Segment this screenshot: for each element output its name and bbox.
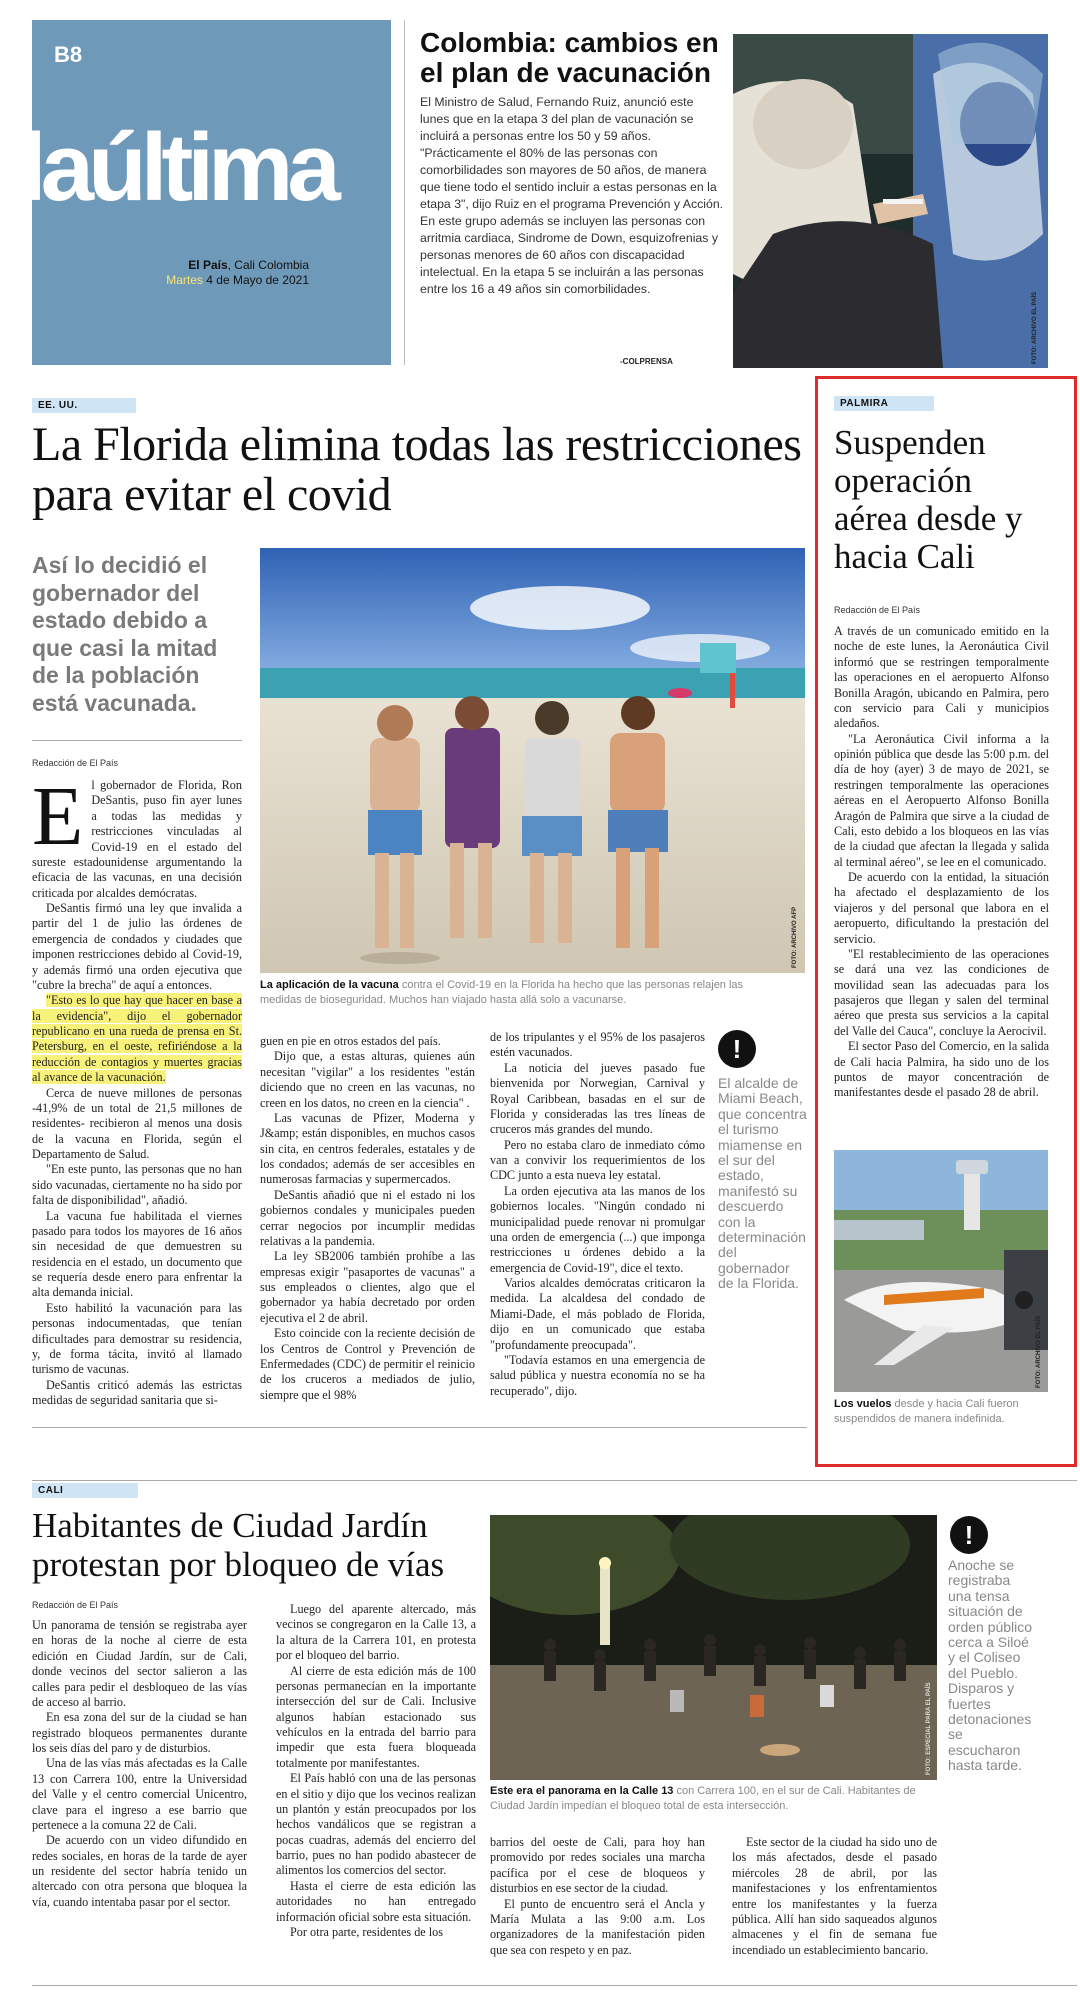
page-bottom-divider <box>32 1985 1077 1986</box>
florida-paragraph: Esto habilitó la vacunación para las personas indocumentadas, que tenían dificultades para demostrar su residencia, y, de forma tácita, invitó al llamado turismo de vacunas. <box>32 1300 242 1377</box>
paper-name-bold: El País <box>188 258 228 272</box>
florida-paragraph: Pero no estaba claro de inmediato cómo van a convivir los requerimientos de los CDC junto a esta nueva ley estatal. <box>490 1137 705 1183</box>
protest-photo-caption <box>490 1784 935 1814</box>
beach-photo-caption <box>260 978 780 1008</box>
palmira-paragraph: "La Aeronáutica Civil informa a la opinión pública que desde las 5:00 p.m. del día de hoy (ayer) 3 de mayo de 2021, se restringen temporalmente las operaciones aéreas en el Aeropuerto Alfonso Bonilla Aragón de Palmira que sirve a la ciudad de Cali, esto debido a los bloqueos en las vías de la ciudad que afectan la llegada y salida al terminal aéreo", se lee en el comunicado. <box>834 731 1049 869</box>
cali-column-2 <box>276 1602 476 1940</box>
cali-column-1 <box>32 1618 247 1910</box>
cali-column-3 <box>490 1835 705 1958</box>
airport-caption-lead: Los vuelos <box>834 1398 892 1410</box>
florida-paragraph: Varios alcaldes demócratas criticaron la medida. La alcaldesa del condado de Miami-Dade, el más poblado de Florida, dijo en un comunicado que estaba "profundamente preocupada". <box>490 1276 705 1352</box>
palmira-kicker: PALMIRA <box>834 396 934 411</box>
florida-paragraph-text: l gobernador de Florida, Ron DeSantis, puso fin ayer lunes a todas las medidas y restricciones vinculadas al Covid-19 en el estado del sureste estadounidense argumentando la eficacia de las vacunas, en una decisión criticada por alcaldes demócratas. <box>32 778 242 900</box>
florida-paragraph: Las vacunas de Pfizer, Moderna y J&amp; están disponibles, en muchos casos sin cita, en centros federales, estatales y de los condados; además de ser accesibles en numerosas farmacias y supermercados. <box>260 1110 475 1187</box>
cali-byline: Redacción de El País <box>32 1600 119 1610</box>
subtitle-divider <box>32 740 242 741</box>
airport-photo-credit: FOTO: ARCHIVO EL PAÍS <box>1036 1315 1042 1388</box>
cali-paragraph: Un panorama de tensión se registraba ayer en horas de la noche al cierre de esta edición en Ciudad Jardín, sur de Cali, donde vecinos del sector salieron a las calles para pedir el desbloqueo de las vías de acceso al barrio. <box>32 1618 247 1709</box>
florida-paragraph: Dijo que, a estas alturas, quienes aún necesitan "vigilar" a los residentes "están diciendo que no creen en las vacunas, no creen en los datos, no creen en la ciencia" . <box>260 1049 475 1110</box>
airport-caption-text: desde y hacia Cali fueron suspendidos de manera indefinida. <box>834 1398 1019 1425</box>
cali-paragraph: En esa zona del sur de la ciudad se han registrado bloqueos permanentes durante los seis días del paro y de disturbios. <box>32 1710 247 1755</box>
florida-paragraph: DeSantis criticó además las estrictas medidas de seguridad sanitaria que si- <box>32 1377 242 1407</box>
protest-caption-lead: Este era el panorama en la Calle 13 <box>490 1785 674 1797</box>
florida-subtitle: Así lo decidió el gobernador del estado debido a que casi la mitad de la población está vacunada. <box>32 552 218 716</box>
protest-photo-image <box>490 1515 937 1780</box>
airport-photo-image <box>834 1150 1048 1392</box>
florida-paragraph: de los tripulantes y el 95% de los pasajeros estén vacunados. <box>490 1030 705 1060</box>
florida-highlighted-quote <box>32 993 242 1085</box>
palmira-paragraph: El sector Paso del Comercio, en la salida de Cali hacia Palmira, ha sido uno de los puntos de mayor concentración de manifestantes desde el pasado 28 de abril. <box>834 1039 1049 1100</box>
cali-paragraph: Una de las vías más afectadas es la Calle 13 con Carrera 100, entre la Universidad del Valle y el centro comercial Unicentro, clave para el ingreso a ese barrio que pertenece a la comuna 22 de Cali. <box>32 1756 247 1832</box>
palmira-paragraph: A través de un comunicado emitido en la noche de este lunes, la Aeronáutica Civil informó que se restringen temporalmente las operaciones en el aeropuerto Alfonso Bonilla Aragón, ubicando en Palmira, pero con servicio para Cali y municipios aledaños. <box>834 624 1049 731</box>
florida-paragraph: DeSantis añadió que ni el estado ni los gobiernos condales y municipales pueden cerrar negocios por incumplir medidas relativas a la pandemia. <box>260 1187 475 1248</box>
beach-photo-credit: FOTO: ARCHIVO AFP <box>792 906 798 968</box>
florida-column-3 <box>490 1030 705 1399</box>
protest-caption-text: con Carrera 100, en el sur de Cali. Habitantes de Ciudad Jardín impedían el bloqueo total de esta intersección. <box>490 1785 916 1812</box>
florida-kicker: EE. UU. <box>32 398 136 413</box>
florida-column-1 <box>32 770 242 1408</box>
palmira-headline[interactable]: Suspenden operación aérea desde y hacia Cali <box>834 423 1023 577</box>
column-divider <box>404 20 405 365</box>
florida-paragraph: Cerca de nueve millones de personas -41,9% de un total de 21,5 millones de residentes- recibieron al menos una dosis de la vacuna en Florida, según el Departamento de Salud. <box>32 1085 242 1161</box>
cali-paragraph: Hasta el cierre de esta edición las autoridades no han entregado información oficial sobre esta situación. <box>276 1878 476 1924</box>
cali-paragraph: El País habló con una de las personas en el sitio y dijo que los vecinos realizan un plantón y están preocupados por los hechos vandálicos que se registran a pocas cuadras, además del encierro del barrio, pues no han podido abastecer de alimentos los comercios del sector. <box>276 1771 476 1878</box>
exclamation-icon: ! <box>718 1030 756 1068</box>
beach-caption-text: contra el Covid-19 en la Florida ha hecho que las personas relajen las medidas de bioseguridad. Muchos han viajado hasta allá solo a vacunarse. <box>260 979 744 1006</box>
issue-date <box>166 273 309 287</box>
exclamation-icon: ! <box>950 1516 988 1554</box>
cali-aside-note: Anoche se registraba una tensa situación de orden público cerca a Siloé y el Coliseo del Pueblo. Disparos y fuertes detonaciones se escucharon hasta tarde. <box>948 1557 1033 1774</box>
florida-paragraph: guen en pie en otros estados del país. <box>260 1034 441 1048</box>
paper-city: , Cali Colombia <box>227 258 309 272</box>
issue-day: Martes <box>166 273 203 287</box>
florida-paragraph: DeSantis firmó una ley que invalida a partir del 1 de julio las órdenes de emergencia de condados y ciudades que imponen restricciones debido al Covid-19, y además firmó una orden ejecutiva que "cubre la brecha" de aquí a entonces. <box>32 901 242 992</box>
palmira-column <box>834 624 1049 1101</box>
florida-paragraph: La orden ejecutiva ata las manos de los gobiernos locales. "Ningún condado ni municipalidad puede renovar ni promulgar una orden de emergencia (...) que imponga restricciones u órdenes debido a la emergencia de Covid-19", dice el texto. <box>490 1183 705 1275</box>
airport-photo[interactable] <box>834 1150 1048 1392</box>
florida-column-2 <box>260 1034 475 1403</box>
palmira-paragraph: "El restablecimiento de las operaciones se dará una vez las condiciones de movilidad sean las adecuadas para los pasajeros que llegan y salen del terminal aéreo que presta sus servicios a la capital del Valle del Cauca", concluye la Aerocivil. <box>834 946 1049 1038</box>
cali-paragraph: El punto de encuentro será el Ancla y María Mulata a las 9:00 a.m. Los organizadores de la manifestación piden que sea con respeto y en paz. <box>490 1896 705 1957</box>
vaccination-photo-image <box>733 34 1048 368</box>
cali-kicker: CALI <box>32 1483 138 1498</box>
issue-date-text: 4 de Mayo de 2021 <box>202 273 309 287</box>
cali-paragraph: Por otra parte, residentes de los <box>290 1924 443 1939</box>
florida-paragraph: "En este punto, las personas que no han sido vacunadas, ciertamente no ha sido por falta de disponibilidad", añadió. <box>32 1162 242 1208</box>
top-story-title[interactable]: Colombia: cambios en el plan de vacunación <box>420 27 719 89</box>
cali-paragraph: Luego del aparente altercado, más vecinos se congregaron en la Calle 13, a la altura de la Carrera 101, en protesta por el bloqueo del barrio. <box>276 1602 476 1663</box>
top-story-credit: -COLPRENSA <box>620 357 673 366</box>
florida-paragraph <box>32 770 242 901</box>
cali-paragraph: barrios del oeste de Cali, para hoy han promovido por redes sociales una marcha pacífica por el cese de bloqueos y disturbios en ese sector de la ciudad. <box>490 1835 705 1896</box>
florida-paragraph: "Todavía estamos en una emergencia de salud pública y nuestra economía no se ha recuperado", dijo. <box>490 1352 705 1398</box>
florida-paragraph: La noticia del jueves pasado fue bienvenida por Norwegian, Carnival y Royal Caribbean, basadas en el sur de Florida y consideradas las tres líneas de cruceros más grandes del mundo. <box>490 1060 705 1137</box>
vaccination-photo-credit: FOTO: ARCHIVO EL PAÍS <box>1032 291 1038 364</box>
highlight-mark: "Esto es lo que hay que hacer en base a la evidencia", dijo el gobernador republicano en una rueda de prensa en St. Petersburg, en el oeste, refiriéndose a la reducción de contagios y muertes gracias al avance de la vacunación. <box>32 993 242 1085</box>
top-story-body: El Ministro de Salud, Fernando Ruiz, anunció este lunes que en la etapa 3 del plan de vacunación se incluirá a personas entre los 50 y 59 años. "Prácticamente el 80% de las personas con comorbilidades son mayores de 50 años, de manera que tiene todo el sentido incluir a estas personas en la etapa 3", dijo Ruiz en el programa Prevención y Acción. En este grupo además se incluyen las personas con arritmia cardiaca, Sindrome de Down, esquizofrenias y personas menores de 60 años con discapacidad intelectual. En la etapa 5 se incluirán a las personas entre los 16 a 49 años sin comorbilidades. <box>420 95 724 296</box>
protest-photo[interactable] <box>490 1515 937 1780</box>
florida-paragraph: La ley SB2006 también prohíbe a las empresas exigir "pasaportes de vacunas" a sus empleados o clientes, algo que el gobernador ya había decretado por orden ejecutiva el 2 de abril. <box>260 1249 475 1325</box>
cali-paragraph: Al cierre de esta edición más de 100 personas permanecían en la importante intersección del sur de Cali. Inclusive algunos habían estacionado sus vehículos en la entrada del barrio para impedir que esta fuera bloqueada totalmente por manifestantes. <box>276 1663 476 1770</box>
masthead <box>20 20 391 365</box>
page-number: B8 <box>54 42 83 67</box>
cali-paragraph: Este sector de la ciudad ha sido uno de los más afectados, desde el pasado miércoles 28 de abril, por las manifestaciones y los enfrentamientos entre los manifestantes y la fuerza pública. Allí han sido saqueados algunos almacenes y el fin de semana fue incendiado un establecimiento bancario. <box>732 1835 937 1957</box>
protest-photo-credit: FOTO: ESPECIAL PARA EL PAÍS <box>926 1682 932 1775</box>
palmira-paragraph: De acuerdo con la entidad, la situación ha afectado el desplazamiento de los viajeros y del personal que labora en el aeropuerto, dificultando la prestación del servicio. <box>834 870 1049 946</box>
florida-paragraph: La vacuna fue habilitada el viernes pasado para todos los mayores de 16 años sin necesidad de que demuestren su residencia en el estado, un documento que se requería desde enero para enfrentar la alta demanda inicial. <box>32 1208 242 1300</box>
cali-headline[interactable]: Habitantes de Ciudad Jardín protestan por bloqueo de vías <box>32 1506 445 1585</box>
beach-photo-image <box>260 548 805 973</box>
paper-name <box>188 258 309 272</box>
beach-caption-lead: La aplicación de la vacuna <box>260 979 399 991</box>
florida-byline: Redacción de El País <box>32 758 119 768</box>
palmira-byline: Redacción de El País <box>834 605 921 615</box>
section-divider <box>32 1480 1077 1481</box>
vaccination-photo[interactable] <box>733 34 1048 368</box>
florida-paragraph: Esto coincide con la reciente decisión de los Centros de Control y Prevención de Enfermedades (CDC) de permitir el reinicio de los cruceros a mediados de julio, siempre que el 98% <box>260 1326 475 1402</box>
florida-headline[interactable]: La Florida elimina todas las restricciones para evitar el covid <box>32 418 802 521</box>
drop-cap: E <box>32 770 84 863</box>
airport-photo-caption <box>834 1397 1034 1427</box>
section-divider <box>32 1427 807 1428</box>
cali-column-4 <box>732 1835 937 1958</box>
section-brand: laúltima <box>20 114 335 221</box>
beach-photo[interactable] <box>260 548 805 973</box>
florida-aside-note: El alcalde de Miami Beach, que concentra el turismo miamense en el sur del estado, manifestó su descuerdo con la determinación del gobernador de la Florida. <box>718 1075 807 1292</box>
cali-paragraph: De acuerdo con un video difundido en redes sociales, en horas de la tarde de ayer un residente del sector habría tenido un altercado con otra persona que bloquea la vía, cuando intentaba pasar por el sector. <box>32 1833 247 1909</box>
